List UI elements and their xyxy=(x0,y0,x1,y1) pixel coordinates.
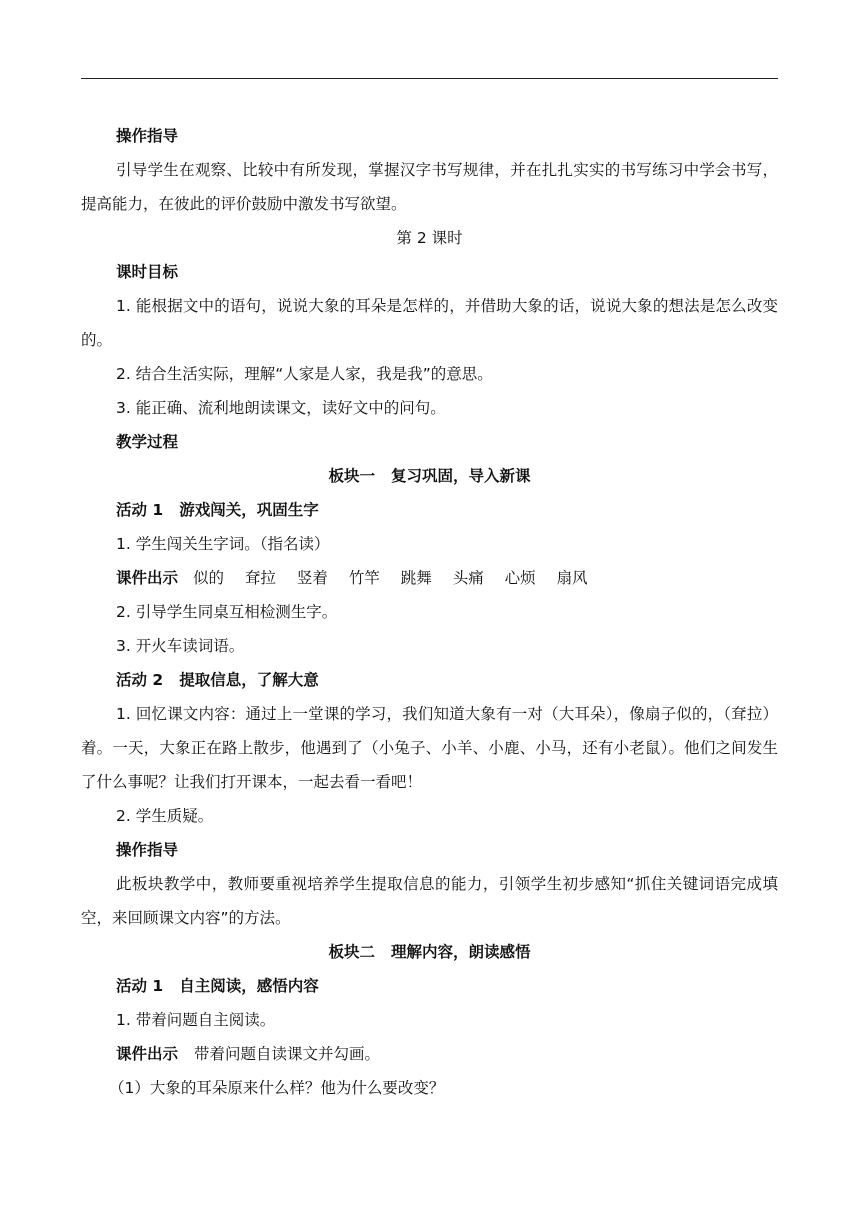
block1-title xyxy=(81,459,778,493)
activity-label: 活动 1 xyxy=(116,501,164,519)
word: 竖着 xyxy=(296,569,328,587)
block2-activity1-title xyxy=(81,969,778,1003)
block1-title-a: 板块一 xyxy=(328,467,375,485)
block1-title-b: 复习巩固，导入新课 xyxy=(391,467,531,485)
block2-act1-line1: 1. 带着问题自主阅读。 xyxy=(116,1011,276,1029)
activity-label: 活动 1 xyxy=(116,977,164,995)
goals-heading: 课时目标 xyxy=(116,263,179,281)
block1-act1-line3: 3. 开火车读词语。 xyxy=(116,637,245,655)
guide-heading-2: 操作指导 xyxy=(116,841,179,859)
guide-text-1: 引导学生在观察、比较中有所发现，掌握汉字书写规律，并在扎扎实实的书写练习中学会书写，提高能力，在彼此的评价鼓励中激发书写欲望。 xyxy=(81,161,778,213)
guide-heading-1: 操作指导 xyxy=(116,127,179,145)
word: 耷拉 xyxy=(244,569,276,587)
goal-item-3: 3. 能正确、流利地朗读课文，读好文中的问句。 xyxy=(116,399,446,417)
question-1: （1）大象的耳朵原来什么样？他为什么要改变？ xyxy=(109,1079,445,1097)
block1-activity1-title xyxy=(81,493,778,527)
activity-title: 自主阅读，感悟内容 xyxy=(179,977,319,995)
block1-act1-line1: 1. 学生闯关生字词。（指名读） xyxy=(116,535,330,553)
block2-title-a: 板块二 xyxy=(328,943,375,961)
block1-act2-line2: 2. 学生质疑。 xyxy=(116,807,214,825)
courseware-label: 课件出示 xyxy=(116,569,179,587)
courseware-text: 带着问题自读课文并勾画。 xyxy=(194,1045,381,1063)
block1-act1-line2: 2. 引导学生同桌互相检测生字。 xyxy=(116,603,338,621)
goal-item-2: 2. 结合生活实际，理解“人家是人家，我是我”的意思。 xyxy=(116,365,493,383)
activity-label: 活动 2 xyxy=(116,671,164,689)
courseware-label: 课件出示 xyxy=(116,1045,179,1063)
word: 似的 xyxy=(192,569,224,587)
block2-title-b: 理解内容，朗读感悟 xyxy=(391,943,531,961)
lesson-title: 第 2 课时 xyxy=(396,229,463,247)
word: 跳舞 xyxy=(400,569,432,587)
block1-activity2-title xyxy=(81,663,778,697)
word: 心烦 xyxy=(504,569,536,587)
word: 扇风 xyxy=(556,569,588,587)
document-body xyxy=(81,119,778,1105)
process-heading: 教学过程 xyxy=(116,433,179,451)
guide-text-2: 此板块教学中，教师要重视培养学生提取信息的能力，引领学生初步感知“抓住关键词语完成填空，来回顾课文内容”的方法。 xyxy=(81,875,778,927)
block2-courseware xyxy=(81,1037,778,1071)
activity-title: 提取信息，了解大意 xyxy=(179,671,319,689)
block1-act2-para1: 1. 回忆课文内容：通过上一堂课的学习，我们知道大象有一对（大耳朵），像扇子似的，（耷拉）着。一天，大象正在路上散步，他遇到了（小兔子、小羊、小鹿、小马，还有小老鼠）。他们之间发生了什么事呢？让我们打开课本，一起去看一看吧！ xyxy=(81,705,778,791)
word: 竹竿 xyxy=(348,569,380,587)
word: 头痛 xyxy=(452,569,484,587)
courseware-words xyxy=(81,561,778,595)
goal-item-1: 1. 能根据文中的语句，说说大象的耳朵是怎样的，并借助大象的话，说说大象的想法是怎么改变的。 xyxy=(81,297,778,349)
header-rule xyxy=(81,78,778,79)
block2-title xyxy=(81,935,778,969)
activity-title: 游戏闯关，巩固生字 xyxy=(179,501,319,519)
